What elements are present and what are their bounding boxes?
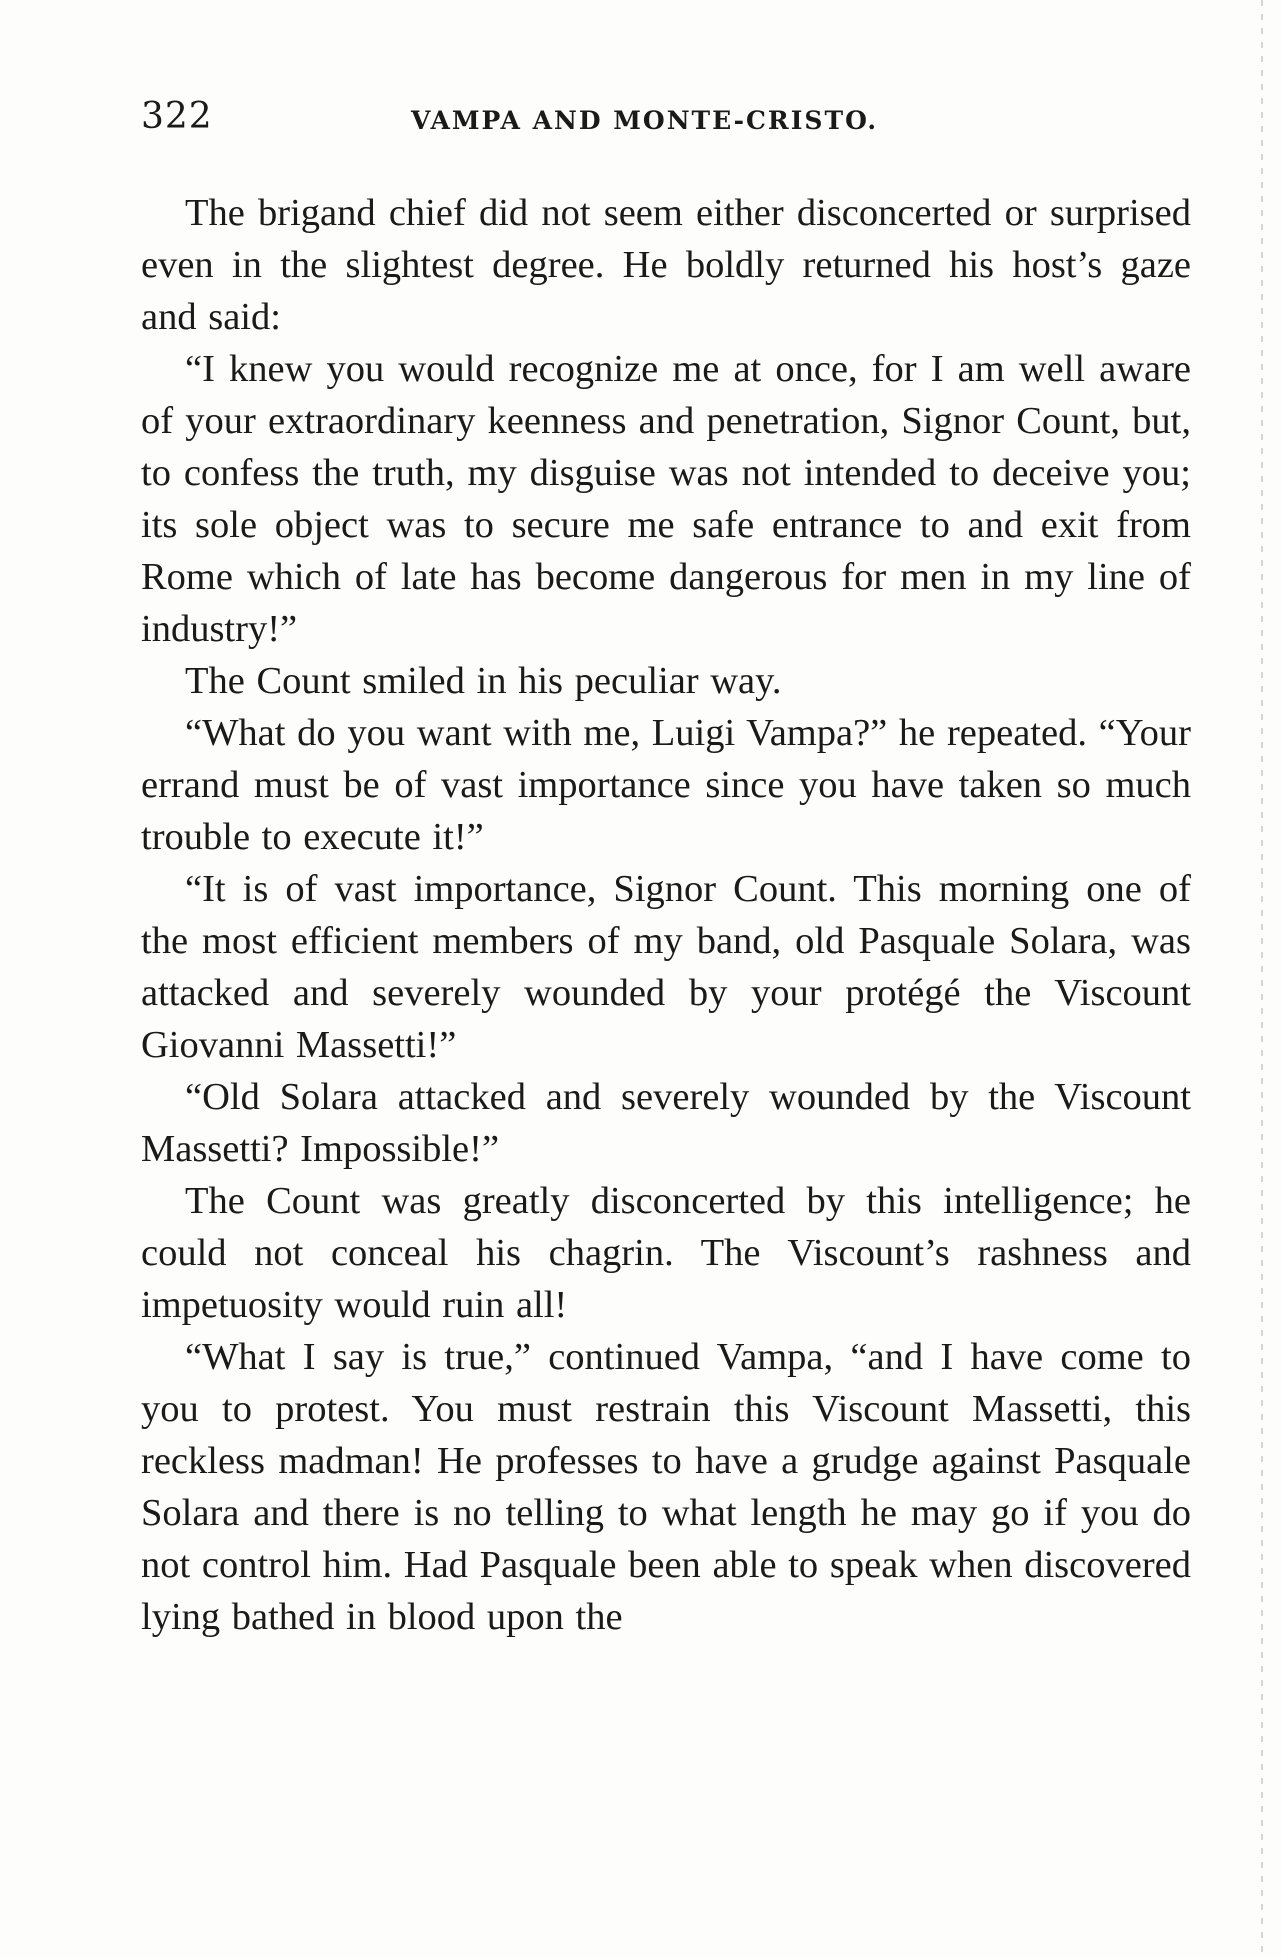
paragraph: The Count was greatly disconcerted by this intelligence; he could not conceal his chagrin. The Viscount’s rashness and impetuosity would ruin all! — [141, 1180, 1191, 1326]
paragraph: “What I say is true,” continued Vampa, “and I have come to you to protest. You must restrain this Viscount Massetti, this reckless madman! He professes to have a grudge against Pasquale Solara and there is no telling to what length he may go if you do not control him. Had Pasquale been able to speak when discovered lying bathed in blood upon the — [141, 1336, 1191, 1638]
body-text — [141, 187, 1191, 1643]
running-head: VAMPA AND MONTE-CRISTO. — [411, 106, 879, 135]
paragraph: “Old Solara attacked and severely wounded by the Viscount Massetti? Impossible!” — [141, 1076, 1191, 1170]
paragraph: “What do you want with me, Luigi Vampa?” he repeated. “Your errand must be of vast importance since you have taken so much trouble to execute it!” — [141, 712, 1191, 858]
page-header — [141, 96, 1191, 146]
page-edge — [1261, 0, 1263, 1959]
paragraph: “I knew you would recognize me at once, for I am well aware of your extraordinary keenness and penetration, Signor Count, but, to confess the truth, my disguise was not intended to deceive you; its sole object was to secure me safe entrance to and exit from Rome which of late has become dangerous for men in my line of industry!” — [141, 348, 1191, 650]
paragraph: The Count smiled in his peculiar way. — [185, 660, 782, 702]
paragraph: The brigand chief did not seem either disconcerted or surprised even in the slightest degree. He boldly returned his host’s gaze and said: — [141, 192, 1191, 338]
page-number: 322 — [141, 96, 213, 137]
paragraph: “It is of vast importance, Signor Count. This morning one of the most efficient members of my band, old Pasquale Solara, was attacked and severely wounded by your protégé the Viscount Giovanni Massetti!” — [141, 868, 1191, 1066]
